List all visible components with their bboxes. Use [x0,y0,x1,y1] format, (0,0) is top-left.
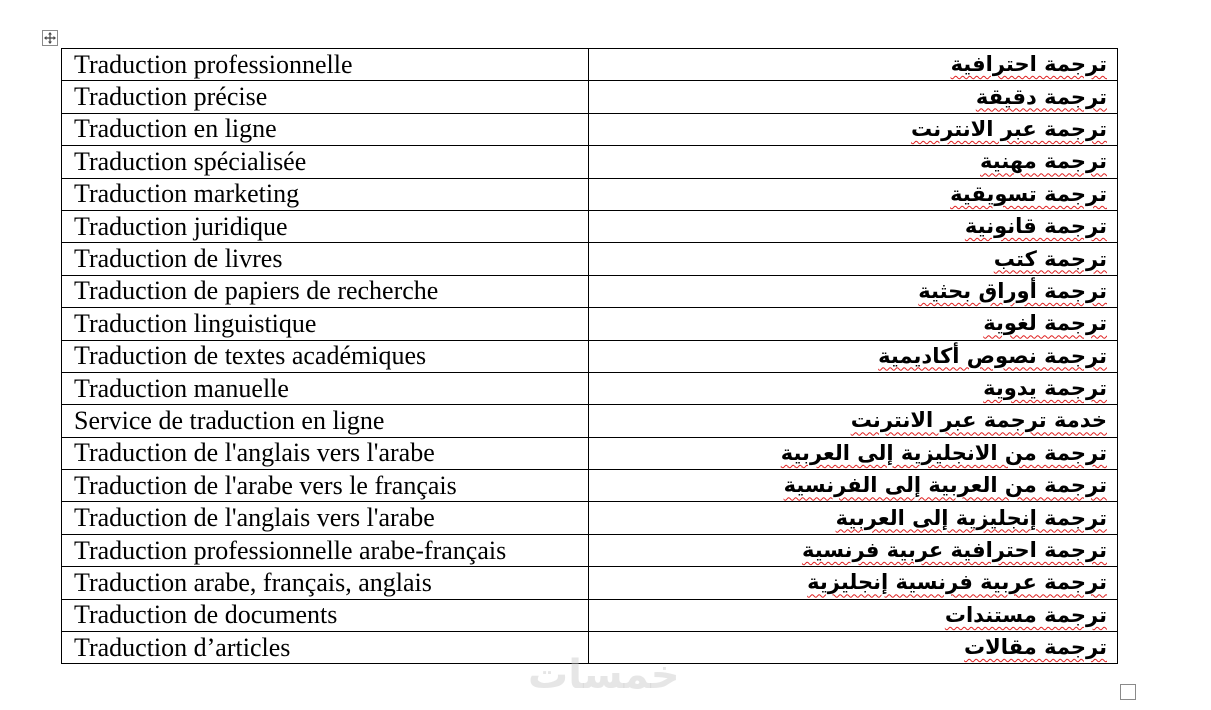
french-term[interactable]: Traduction de textes académiques [62,340,589,372]
french-term[interactable]: Traduction d’articles [62,632,589,664]
french-term[interactable]: Traduction en ligne [62,113,589,145]
arabic-term[interactable]: ترجمة مستندات [589,599,1118,631]
arabic-term[interactable]: خدمة ترجمة عبر الانترنت [589,405,1118,437]
french-term[interactable]: Traduction spécialisée [62,146,589,178]
arabic-term[interactable]: ترجمة مهنية [589,146,1118,178]
table-resize-icon[interactable] [1120,684,1136,700]
french-term[interactable]: Traduction linguistique [62,308,589,340]
french-term[interactable]: Traduction de l'arabe vers le français [62,470,589,502]
arabic-term[interactable]: ترجمة أوراق بحثية [589,275,1118,307]
french-term[interactable]: Traduction de l'anglais vers l'arabe [62,502,589,534]
arabic-term[interactable]: ترجمة تسويقية [589,178,1118,210]
terms-table [61,48,1118,664]
table-row [62,81,1118,113]
arabic-term[interactable]: ترجمة من العربية إلى الفرنسية [589,470,1118,502]
table-row [62,437,1118,469]
arabic-term[interactable]: ترجمة عربية فرنسية إنجليزية [589,567,1118,599]
french-term[interactable] [62,534,589,566]
arabic-term[interactable]: ترجمة عبر الانترنت [589,113,1118,145]
arabic-term[interactable]: ترجمة كتب [589,243,1118,275]
table-row [62,405,1118,437]
french-term[interactable]: Traduction précise [62,81,589,113]
table-row [62,599,1118,631]
french-term[interactable]: Traduction de documents [62,599,589,631]
table-row [62,243,1118,275]
arabic-term[interactable]: ترجمة مقالات [589,632,1118,664]
arabic-term[interactable]: ترجمة لغوية [589,308,1118,340]
table-row [62,49,1118,81]
arabic-term[interactable]: ترجمة احترافية عربية فرنسية [589,534,1118,566]
french-term[interactable]: Traduction juridique [62,210,589,242]
table-row [62,534,1118,566]
table-row [62,470,1118,502]
french-term[interactable]: Traduction de l'anglais vers l'arabe [62,437,589,469]
table-row [62,275,1118,307]
table-row [62,308,1118,340]
watermark: خمسات [528,652,680,698]
table-row [62,210,1118,242]
table-move-icon[interactable] [42,30,58,46]
table-row [62,567,1118,599]
french-term[interactable]: Traduction professionnelle [62,49,589,81]
arabic-term[interactable]: ترجمة نصوص أكاديمية [589,340,1118,372]
french-term[interactable]: Traduction de papiers de recherche [62,275,589,307]
table-row [62,502,1118,534]
table-row [62,146,1118,178]
french-term[interactable]: Traduction marketing [62,178,589,210]
arabic-term[interactable]: ترجمة احترافية [589,49,1118,81]
arabic-term[interactable]: ترجمة إنجليزية إلى العربية [589,502,1118,534]
table-row [62,113,1118,145]
arabic-term[interactable]: ترجمة من الانجليزية إلى العربية [589,437,1118,469]
arabic-term[interactable]: ترجمة يدوية [589,372,1118,404]
french-term[interactable]: Traduction arabe, français, anglais [62,567,589,599]
french-term[interactable]: Traduction manuelle [62,372,589,404]
arabic-term[interactable]: ترجمة دقيقة [589,81,1118,113]
french-term[interactable]: Traduction de livres [62,243,589,275]
table-row [62,372,1118,404]
table-row [62,178,1118,210]
french-term-text: Traduction professionnelle arabe-français [74,535,507,565]
table-row [62,340,1118,372]
french-term[interactable]: Service de traduction en ligne [62,405,589,437]
arabic-term[interactable]: ترجمة قانونية [589,210,1118,242]
